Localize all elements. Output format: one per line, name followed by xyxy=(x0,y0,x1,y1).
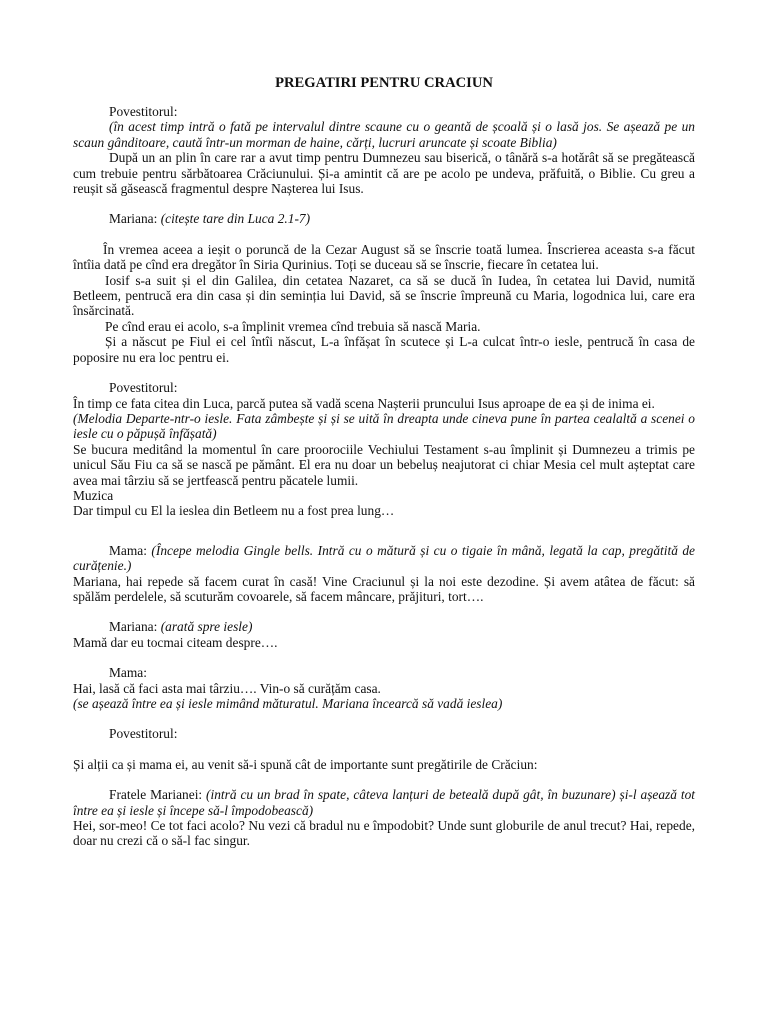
speaker-label: Mariana: xyxy=(109,619,161,635)
document-title: PREGATIRI PENTRU CRACIUN xyxy=(275,75,493,91)
scripture-paragraph: Și a născut pe Fiul ei cel întîi născut, L-a înfășat în scutece și L-a culcat într-o iesle, pentrucă în casa de poposire nu era loc pentru ei. xyxy=(73,334,695,365)
dialogue-paragraph: Hai, lasă că faci asta mai târziu…. Vin-o să curățăm casa. xyxy=(73,680,381,696)
stage-direction: (citește tare din Luca 2.1-7) xyxy=(160,211,311,227)
stage-direction: (se așează între ea și iesle mimând măturatul. Mariana încearcă să vadă ieslea) xyxy=(73,696,503,711)
stage-direction: (intră cu un brad în spate, câteva lanțuri de beteală după gât, în buzunare) și-l așează tot între ea și iesle și începe să-l împodobească) xyxy=(73,787,695,818)
scripture-paragraph: Iosif s-a suit și el din Galilea, din cetatea Nazaret, ca să se ducă în Iudea, în cetatea lui David, numită Betleem, pentrucă era din casa și din seminția lui David, să se înscrie împreună cu Maria, logodnica lui, care era însărcinată. xyxy=(73,272,695,319)
music-cue: Muzica xyxy=(73,487,114,503)
stage-direction: (Melodia Departe-ntr-o iesle. Fata zâmbește și și se uită în dreapta unde cineva pune în partea cealaltă a scenei o iesle cu o păpușă înfășată) xyxy=(73,410,695,442)
narration-paragraph: Și alții ca și mama ei, au venit să-i spună cât de importante sunt pregătirile de Crăciun: xyxy=(73,756,538,772)
dialogue-paragraph: Mariana, hai repede să facem curat în casă! Vine Craciunul și la noi este dezodine. Și avem atâtea de făcut: să spălăm perdelele, să scuturăm covoarele, să facem mâncare, prăjituri, tort…. xyxy=(73,573,695,604)
narration-paragraph: Se bucura meditând la momentul în care proorociile Vechiului Testament s-au împlinit și Dumnezeu a trimis pe unicul Său Fiu ca să se nască pe pământ. El era nu doar un bebeluș neajutorat ci chiar Mesia cel mult așteptat care avea mai târziu să se jertfească pentru păcatele lumii. xyxy=(73,441,695,488)
speaker-label: Mama: xyxy=(109,665,147,681)
stage-direction: (în acest timp intră o fată pe intervalul dintre scaune cu o geantă de școală și o lasă jos. Se așează pe un scaun gânditoare, caută într-un morman de haine, cărți, lucruri aruncate și scoate Biblia) xyxy=(73,119,695,150)
stage-direction: (Începe melodia Gingle bells. Intră cu o mătură și cu o tigaie în mână, legată la cap, pregătită de curățenie.) xyxy=(73,542,696,574)
mariana-line xyxy=(73,211,695,226)
brother-line xyxy=(73,787,695,818)
stage-direction: (arată spre iesle) xyxy=(160,619,253,635)
narration-paragraph: În timp ce fata citea din Luca, parcă putea să vadă scena Nașterii pruncului Isus aproape de ea și de inima ei. xyxy=(73,395,655,411)
dialogue-paragraph: Mamă dar eu tocmai citeam despre…. xyxy=(73,634,278,650)
mariana-line xyxy=(73,619,695,634)
narrator-speaker: Povestitorul: xyxy=(109,726,178,742)
dialogue-paragraph: Hei, sor-meo! Ce tot faci acolo? Nu vezi că bradul nu e împodobit? Unde sunt globurile de anul trecut? Hai, repede, doar nu crezi că o să-l fac singur. xyxy=(73,818,695,849)
mother-line xyxy=(73,543,695,574)
scripture-paragraph: Pe cînd erau ei acolo, s-a împlinit vremea cînd trebuia să nască Maria. xyxy=(105,318,481,334)
narrator-speaker: Povestitorul: xyxy=(109,380,178,396)
document-body xyxy=(73,74,695,849)
narration-paragraph: Dar timpul cu El la ieslea din Betleem nu a fost prea lung… xyxy=(73,503,395,519)
speaker-label: Mariana: xyxy=(109,211,161,227)
narrator-speaker: Povestitorul: xyxy=(109,104,178,119)
narration-paragraph: După un an plin în care rar a avut timp pentru Dumnezeu sau biserică, o tânără s-a hotărât să se pregătească cum trebuie pentru sărbătoarea Crăciunului. Și-a amintit că are pe acolo pe undeva, prăfuită, o Biblie. Cu greu a reușit să găsească fragmentul despre Nașterea lui Isus. xyxy=(73,150,695,197)
speaker-label: Mama: xyxy=(109,542,152,558)
scripture-paragraph: În vremea aceea a ieșit o poruncă de la Cezar August să se înscrie toată lumea. Înscrierea aceasta s-a făcut întîia dată pe cînd era dregător în Siria Qurinius. Toți se duceau să se înscrie, fiecare în cetatea lui. xyxy=(73,241,695,273)
speaker-label: Fratele Marianei: xyxy=(109,787,207,803)
